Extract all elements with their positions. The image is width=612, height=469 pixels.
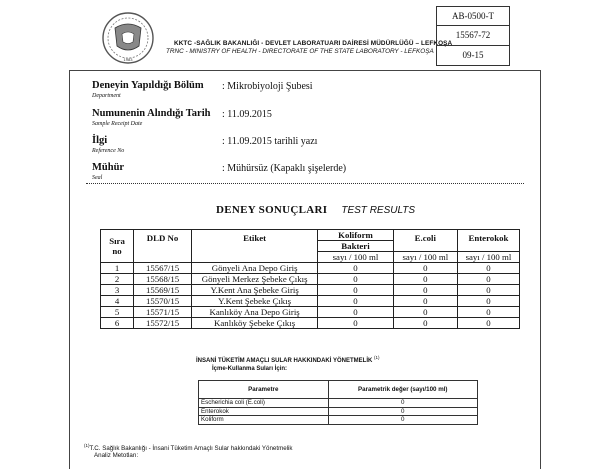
row-etiket: Y.Kent Şebeke Çıkış	[192, 296, 318, 307]
param-value: 0	[328, 407, 477, 416]
dotted-divider	[86, 183, 524, 184]
param-value: 0	[328, 399, 477, 408]
table-row	[101, 296, 520, 307]
regulation-subtitle: İçme-Kullanma Suları İçin:	[212, 366, 288, 372]
row-dld: 15570/15	[134, 296, 192, 307]
footnote	[84, 443, 293, 452]
row-koliform: 0	[318, 274, 394, 285]
row-koliform: 0	[318, 318, 394, 329]
field-value-reference: : 11.09.2015 tarihli yazı	[222, 136, 318, 147]
row-koliform: 0	[318, 263, 394, 274]
kktc-emblem-logo	[100, 10, 156, 66]
field-value-department: : Mikrobiyoloji Şubesi	[222, 81, 313, 92]
regulation-title-text: İNSANİ TÜKETİM AMAÇLI SULAR HAKKINDAKİ YÖNETMELİK	[196, 358, 373, 364]
col-header-parametrik-deger: Parametrik değer (sayı/100 ml)	[328, 381, 477, 399]
footnote-text: T.C. Sağlık Bakanlığı - İnsani Tüketim Amaçlı Sular hakkındaki Yönetmelik	[89, 445, 293, 453]
reference-box	[436, 6, 510, 66]
row-ecoli: 0	[393, 263, 457, 274]
unit-ecoli: sayı / 100 ml	[393, 252, 457, 263]
field-label-seal: Mühür	[92, 162, 125, 173]
regulation-title-note: (1)	[374, 355, 380, 360]
parametric-header-row	[199, 381, 478, 399]
col-header-enterokok: Enterokok	[457, 230, 519, 252]
field-sub-reference: Reference No	[92, 148, 125, 154]
row-enterokok: 0	[457, 307, 519, 318]
regulation-title	[196, 355, 380, 364]
table-row	[101, 263, 520, 274]
row-dld: 15569/15	[134, 285, 192, 296]
row-koliform: 0	[318, 296, 394, 307]
param-name: Escherichia coli (E.coli)	[199, 399, 329, 408]
row-ecoli: 0	[393, 296, 457, 307]
row-no: 1	[101, 263, 134, 274]
row-etiket: Gönyeli Merkez Şebeke Çıkış	[192, 274, 318, 285]
field-value-seal: : Mühürsüz (Kapaklı şişelerde)	[222, 163, 347, 174]
row-ecoli: 0	[393, 307, 457, 318]
col-header-dld: DLD No	[134, 230, 192, 263]
row-enterokok: 0	[457, 296, 519, 307]
param-name: Enterokok	[199, 407, 329, 416]
row-no: 6	[101, 318, 134, 329]
reference-date: 09-15	[462, 49, 484, 60]
unit-koliform: sayı / 100 ml	[318, 252, 394, 263]
row-koliform: 0	[318, 307, 394, 318]
row-enterokok: 0	[457, 263, 519, 274]
row-no: 4	[101, 296, 134, 307]
row-enterokok: 0	[457, 318, 519, 329]
table-row	[199, 407, 478, 416]
row-koliform: 0	[318, 285, 394, 296]
results-title	[216, 204, 415, 216]
form-code: AB-0500-T	[437, 7, 509, 26]
results-table	[100, 229, 520, 329]
row-enterokok: 0	[457, 285, 519, 296]
results-header-row	[101, 230, 520, 241]
row-dld: 15567/15	[134, 263, 192, 274]
col-header-koliform: Koliform	[318, 230, 394, 241]
field-label-receipt-date: Numunenin Alındığı Tarih	[92, 108, 211, 119]
table-row	[101, 307, 520, 318]
field-label-department: Deneyin Yapıldığı Bölüm	[92, 80, 204, 91]
row-no: 2	[101, 274, 134, 285]
footnote-methods: Analiz Metotları:	[94, 452, 139, 459]
header-title-en: TRNC - MINISTRY OF HEALTH - DIRECTORATE OF THE STATE LABORATORY - LEFKOŞA	[166, 48, 434, 55]
param-value: 0	[328, 416, 477, 425]
table-row	[199, 399, 478, 408]
reference-number: 15567-72	[437, 26, 509, 45]
row-dld: 15568/15	[134, 274, 192, 285]
table-row	[101, 318, 520, 329]
parametric-table	[198, 380, 478, 425]
results-title-tr: DENEY SONUÇLARI	[216, 204, 328, 216]
field-label-reference: İlgi	[92, 135, 108, 146]
table-row	[101, 274, 520, 285]
col-header-etiket: Etiket	[192, 230, 318, 263]
row-ecoli: 0	[393, 274, 457, 285]
field-sub-receipt-date: Sample Receipt Date	[92, 121, 143, 127]
row-ecoli: 0	[393, 318, 457, 329]
field-sub-department: Department	[92, 93, 121, 99]
col-header-ecoli: E.coli	[393, 230, 457, 252]
field-value-receipt-date: : 11.09.2015	[222, 109, 272, 120]
row-no: 3	[101, 285, 134, 296]
field-sub-seal: Seal	[92, 175, 103, 181]
results-title-en: TEST RESULTS	[341, 205, 416, 216]
row-etiket: Kanlıköy Şebeke Çıkış	[192, 318, 318, 329]
table-row	[101, 285, 520, 296]
row-dld: 15571/15	[134, 307, 192, 318]
row-no: 5	[101, 307, 134, 318]
unit-enterokok: sayı / 100 ml	[457, 252, 519, 263]
svg-text:1983: 1983	[123, 57, 133, 62]
col-header-sira: Sıra no	[101, 230, 134, 263]
row-etiket: Kanlıköy Ana Depo Giriş	[192, 307, 318, 318]
col-header-bakteri: Bakteri	[318, 241, 394, 252]
footnote-marker: (1)	[84, 443, 90, 448]
header-title-tr: KKTC -SAĞLIK BAKANLIĞI - DEVLET LABORATUARI DAİRESİ MÜDÜRLÜĞÜ – LEFKOŞA	[174, 40, 453, 47]
row-dld: 15572/15	[134, 318, 192, 329]
row-etiket: Gönyeli Ana Depo Giriş	[192, 263, 318, 274]
row-etiket: Y.Kent Ana Şebeke Giriş	[192, 285, 318, 296]
param-name: Koliform	[199, 416, 329, 425]
row-enterokok: 0	[457, 274, 519, 285]
col-header-parametre: Parametre	[199, 381, 329, 399]
row-ecoli: 0	[393, 285, 457, 296]
table-row	[199, 416, 478, 425]
